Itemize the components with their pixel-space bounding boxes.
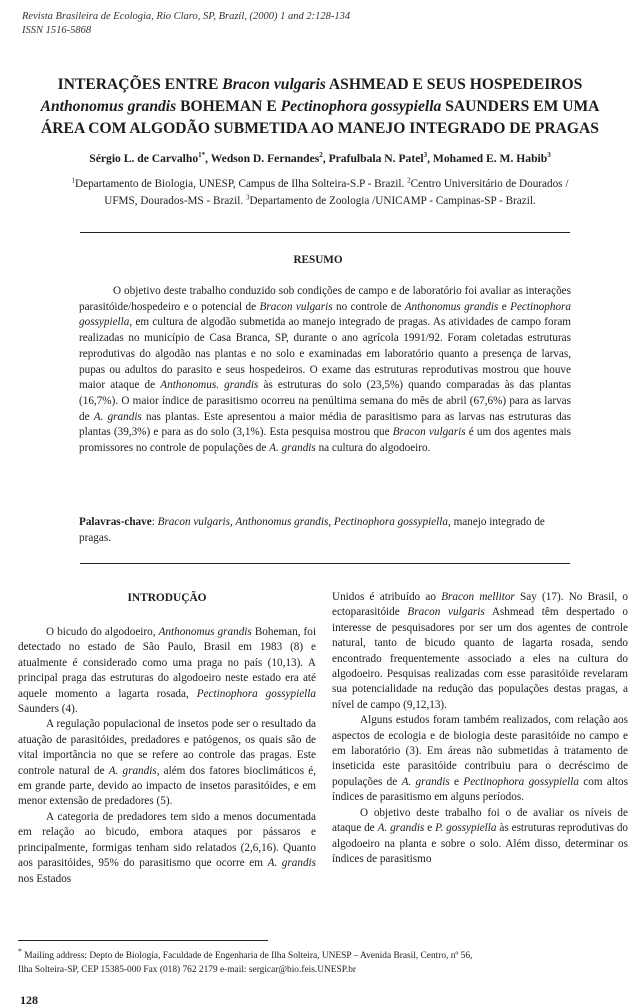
- affiliation-text: Departamento de Zoologia /UNICAMP - Campinas-SP - Brazil.: [249, 195, 536, 207]
- species-name: Pectinophora gossypiella: [463, 775, 579, 788]
- species-name: A. grandis: [93, 410, 142, 423]
- keywords-species: Bracon vulgaris, Anthonomus grandis, Pectinophora gossypiella,: [157, 516, 451, 528]
- divider: [80, 232, 570, 233]
- footnote-text: Ilha Solteira-SP, CEP 15385-000 Fax (018) 762 2179 e-mail: sergicar@bio.feis.UNESP.br: [18, 964, 357, 975]
- affiliation-mark: 1: [71, 176, 76, 185]
- abstract-text: [79, 284, 571, 457]
- divider: [80, 563, 570, 564]
- text: nos Estados: [18, 872, 72, 885]
- text: Alguns estudos foram também realizados, com relação aos aspectos de ecologia e de biologia deste parasitóide no campo e em laboratório (3). Em áreas não submetidas à tratamento de inseticida este parasitóide contribuiu para o decréscimo de populações de: [332, 714, 628, 788]
- author-list: [20, 152, 620, 165]
- species-name: Pectinophora gossypiella,: [79, 300, 572, 329]
- left-column: [18, 625, 316, 887]
- footnote-divider: [18, 940, 268, 941]
- paragraph: [332, 590, 628, 713]
- text: e: [449, 775, 464, 788]
- text: Ashmead têm despertado o interesse de pesquisadores por ser um dos agentes de controle natural, tanto de bicudo quanto de lagarta rosada, sendo encontrado frequentemente associado a eles na cultura do algodoeiro. Pesquisas realizadas com esse parasitóide revelaram sua potencialidade na redução das populações destas pragas, a nível de campo (9,12,13).: [332, 606, 629, 711]
- abstract-fragment: é um dos agentes mais promissores no controle de populações de: [79, 426, 571, 455]
- text: além dos fatores bioclimáticos é, em grande parte, devido ao impacto de insetos parasitóides, e em menor extensão de predadores (5).: [18, 764, 316, 808]
- issn: ISSN 1516-5868: [22, 25, 92, 36]
- paragraph: [332, 713, 628, 805]
- affiliation-text: UFMS, Dourados-MS - Brazil.: [104, 195, 246, 207]
- author-affiliation-mark: 2: [319, 151, 323, 160]
- keywords-label: Palavras-chave: [79, 516, 152, 528]
- text: A categoria de predadores tem sido a menos documentada em relação ao bicudo, embora ataques por pássaros e principalmente, formigas tenham sido relatados (2,6,16). Quanto aos parasitóides, 95% do parasitismo que ocorre em: [18, 810, 316, 870]
- keywords: [79, 515, 571, 546]
- abstract-fragment: na cultura do algodoeiro.: [315, 442, 431, 455]
- title-text: ASHMEAD E SEUS HOSPEDEIROS: [325, 76, 583, 93]
- section-heading-introducao: INTRODUÇÃO: [127, 592, 207, 604]
- species-name: Bracon mellitor: [441, 591, 515, 603]
- paragraph: [332, 806, 628, 868]
- author-name: Sérgio L. de Carvalho: [89, 152, 199, 165]
- title-text: BOHEMAN E: [176, 98, 281, 115]
- abstract-fragment: no controle de: [332, 300, 405, 313]
- species-name: Anthonomus. grandis: [160, 379, 259, 392]
- author-affiliation-mark: 1*: [198, 151, 206, 160]
- species-name: A. grandis: [401, 775, 450, 788]
- text: A regulação populacional de insetos pode ser o resultado da atuação de parasitóides, predadores e patógenos, os quais são de vital importância no que se refere ao controle das pragas. Este controle natural de: [18, 718, 316, 777]
- text: com altos índices de parasitismo em alguns períodos.: [332, 775, 628, 804]
- footnote-mark: *: [18, 947, 22, 956]
- page-number: 128: [20, 993, 38, 1007]
- text: Boheman, foi detectado no estado de São Paulo, Brasil em 1983 (8) e atualmente é considerado como uma praga no país (10,13). A principal praga das estruturas do algodoeiro neste estado era até aquele momento a lagarta rosada,: [18, 626, 316, 700]
- paragraph: [18, 810, 316, 887]
- species-name: A. grandis,: [108, 764, 160, 777]
- title-text: ÁREA COM ALGODÃO SUBMETIDA AO MANEJO INTEGRADO DE PRAGAS: [41, 120, 599, 137]
- species-name: A. grandis: [267, 857, 316, 870]
- species-name: P. gossypiella: [435, 822, 497, 835]
- keywords-text: manejo integrado de pragas.: [79, 516, 545, 544]
- text: O bicudo do algodoeiro,: [46, 626, 159, 638]
- species-name: A. grandis: [377, 822, 425, 835]
- species-name: Pectinophora gossypiella: [196, 687, 316, 700]
- abstract-fragment: O objetivo deste trabalho conduzido sob condições de campo e de laboratório foi avaliar as interações parasitóide/hospedeiro e o potencial de: [79, 285, 571, 313]
- title-text: SAUNDERS EM UMA: [441, 98, 600, 115]
- title-species: Anthonomus grandis: [40, 98, 177, 115]
- journal-citation: Revista Brasileira de Ecologia, Rio Claro, SP, Brazil, (2000) 1 and 2:128-134: [22, 11, 351, 22]
- species-name: A. grandis: [269, 442, 316, 455]
- species-name: Bracon vulgaris: [407, 606, 485, 619]
- species-name: Anthonomus grandis: [158, 626, 252, 638]
- abstract-fragment: e: [498, 300, 511, 313]
- species-name: Anthonomus grandis: [404, 300, 499, 313]
- affiliation-text: Centro Universitário de Dourados /: [410, 178, 569, 190]
- affiliation-mark: 2: [407, 176, 411, 185]
- paragraph: [18, 625, 316, 717]
- species-name: Bracon vulgaris: [259, 300, 333, 313]
- author-name: , Prafulbala N. Patel: [322, 152, 424, 165]
- author-affiliation-mark: 3: [423, 151, 428, 160]
- title-species: Pectinophora gossypiella: [280, 98, 442, 115]
- journal-header: [22, 10, 350, 38]
- author-name: , Wedson D. Fernandes: [205, 152, 320, 165]
- footnote-text: Mailing address: Depto de Biologia, Faculdade de Engenharia de Ilha Solteira, UNESP – Avenida Brasil, Centro, nº 56,: [21, 951, 473, 962]
- footnote: [18, 945, 630, 977]
- title-text: INTERAÇÕES ENTRE: [57, 76, 223, 93]
- keywords-separator: :: [151, 516, 158, 528]
- text: Saunders (4).: [18, 703, 78, 716]
- abstract-fragment: nas plantas. Este apresentou a maior média de parasitismo para as larvas nas estruturas das plantas (39,3%) e para as do solo (3,1%). Esta pesquisa mostrou que: [79, 410, 572, 439]
- author-affiliation-mark: 3: [547, 151, 551, 160]
- abstract-fragment: às estruturas do solo (23,5%) quando comparadas às das plantas (16,7%). O maior índice de parasitismo ocorreu na penúltima semana do mês de abril (67,6%) para as larvas de: [79, 379, 571, 423]
- article-title: [18, 74, 622, 140]
- affiliation-mark: 3: [245, 193, 250, 202]
- affiliations: [20, 176, 620, 210]
- paragraph: [18, 717, 316, 809]
- text: Say (17). No Brasil, o ectoparasitóide: [332, 591, 628, 619]
- abstract-fragment: em cultura de algodão submetida ao manejo integrado de pragas. As atividades de campo foram realizadas no município de Casa Branca, SP, durante o ano agrícola 1991/92. Foram coletadas estruturas reprodutivas do algodão nas plantas e no solo e examinadas em laboratório quanto a presença de larvas, pupas ou adultos do parasito e seus hospedeiros. O exame das estruturas reprodutivas mostrou que houve maior ataque de: [79, 316, 571, 392]
- affiliation-text: Departamento de Biologia, UNESP, Campus de Ilha Solteira-S.P - Brazil.: [75, 178, 408, 190]
- author-name: , Mohamed E. M. Habib: [427, 152, 548, 165]
- text: O objetivo deste trabalho foi o de avaliar os níveis de ataque de: [332, 806, 628, 835]
- abstract-heading: RESUMO: [293, 254, 343, 266]
- text: às estruturas reprodutivas do algodoeiro na planta e sobre o solo. Além disso, determinar os índices de parasitismo: [332, 822, 629, 865]
- text: e: [424, 822, 436, 835]
- title-species: Bracon vulgaris: [222, 76, 326, 93]
- species-name: Bracon vulgaris: [392, 426, 466, 439]
- text: Unidos é atribuído ao: [332, 591, 442, 603]
- right-column: [332, 590, 628, 867]
